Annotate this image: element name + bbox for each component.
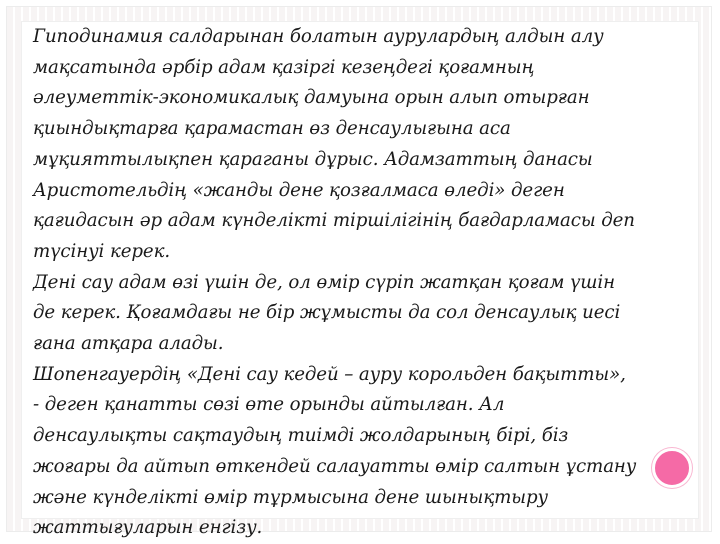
text-line: денсаулықты сақтаудың тиімді жолдарының бірі, біз (33, 425, 569, 447)
text-line: түсінуі керек. (33, 240, 171, 262)
text-line: әлеуметтік-экономикалық дамуына орын алып отырған (33, 87, 590, 109)
text-line: де керек. Қоғамдағы не бір жұмысты да сол денсаулық иесі (33, 302, 621, 324)
text-line: және күнделікті өмір тұрмысына дене шынықтыру (33, 486, 549, 508)
text-line: - деген қанатты сөзі өте орынды айтылған. Ал (33, 394, 505, 416)
text-line: қағидасын әр адам күнделікті тіршілігінің бағдарламасы деп (33, 210, 635, 232)
text-line: жаттығуларын енгізу. (33, 517, 263, 539)
text-line: Шопенгауердің «Дені сау кедей – ауру корольден бақытты», (33, 363, 626, 385)
text-line: жоғары да айтып өткендей салауатты өмір салтын ұстану (33, 455, 637, 477)
text-line: мақсатында әрбір адам қазіргі кезеңдегі қоғамның (33, 56, 535, 78)
text-line: мұқияттылықпен қараганы дұрыс. Адамзаттың данасы (33, 148, 593, 170)
text-line: Гиподинамия салдарынан болатын аурулардың алдын алу (33, 26, 604, 47)
pink-circle-accent-icon (652, 448, 692, 488)
text-line: Дені сау адам өзі үшін де, ол өмір сүріп жатқан қоғам үшін (33, 271, 615, 293)
text-line: Аристотельдің «жанды дене қозғалмаса өледі» деген (33, 179, 565, 201)
text-line: қиындықтарға қарамастан өз денсаулығына аса (33, 118, 511, 140)
body-text (33, 22, 683, 544)
text-line: ғана атқара алады. (33, 333, 224, 355)
